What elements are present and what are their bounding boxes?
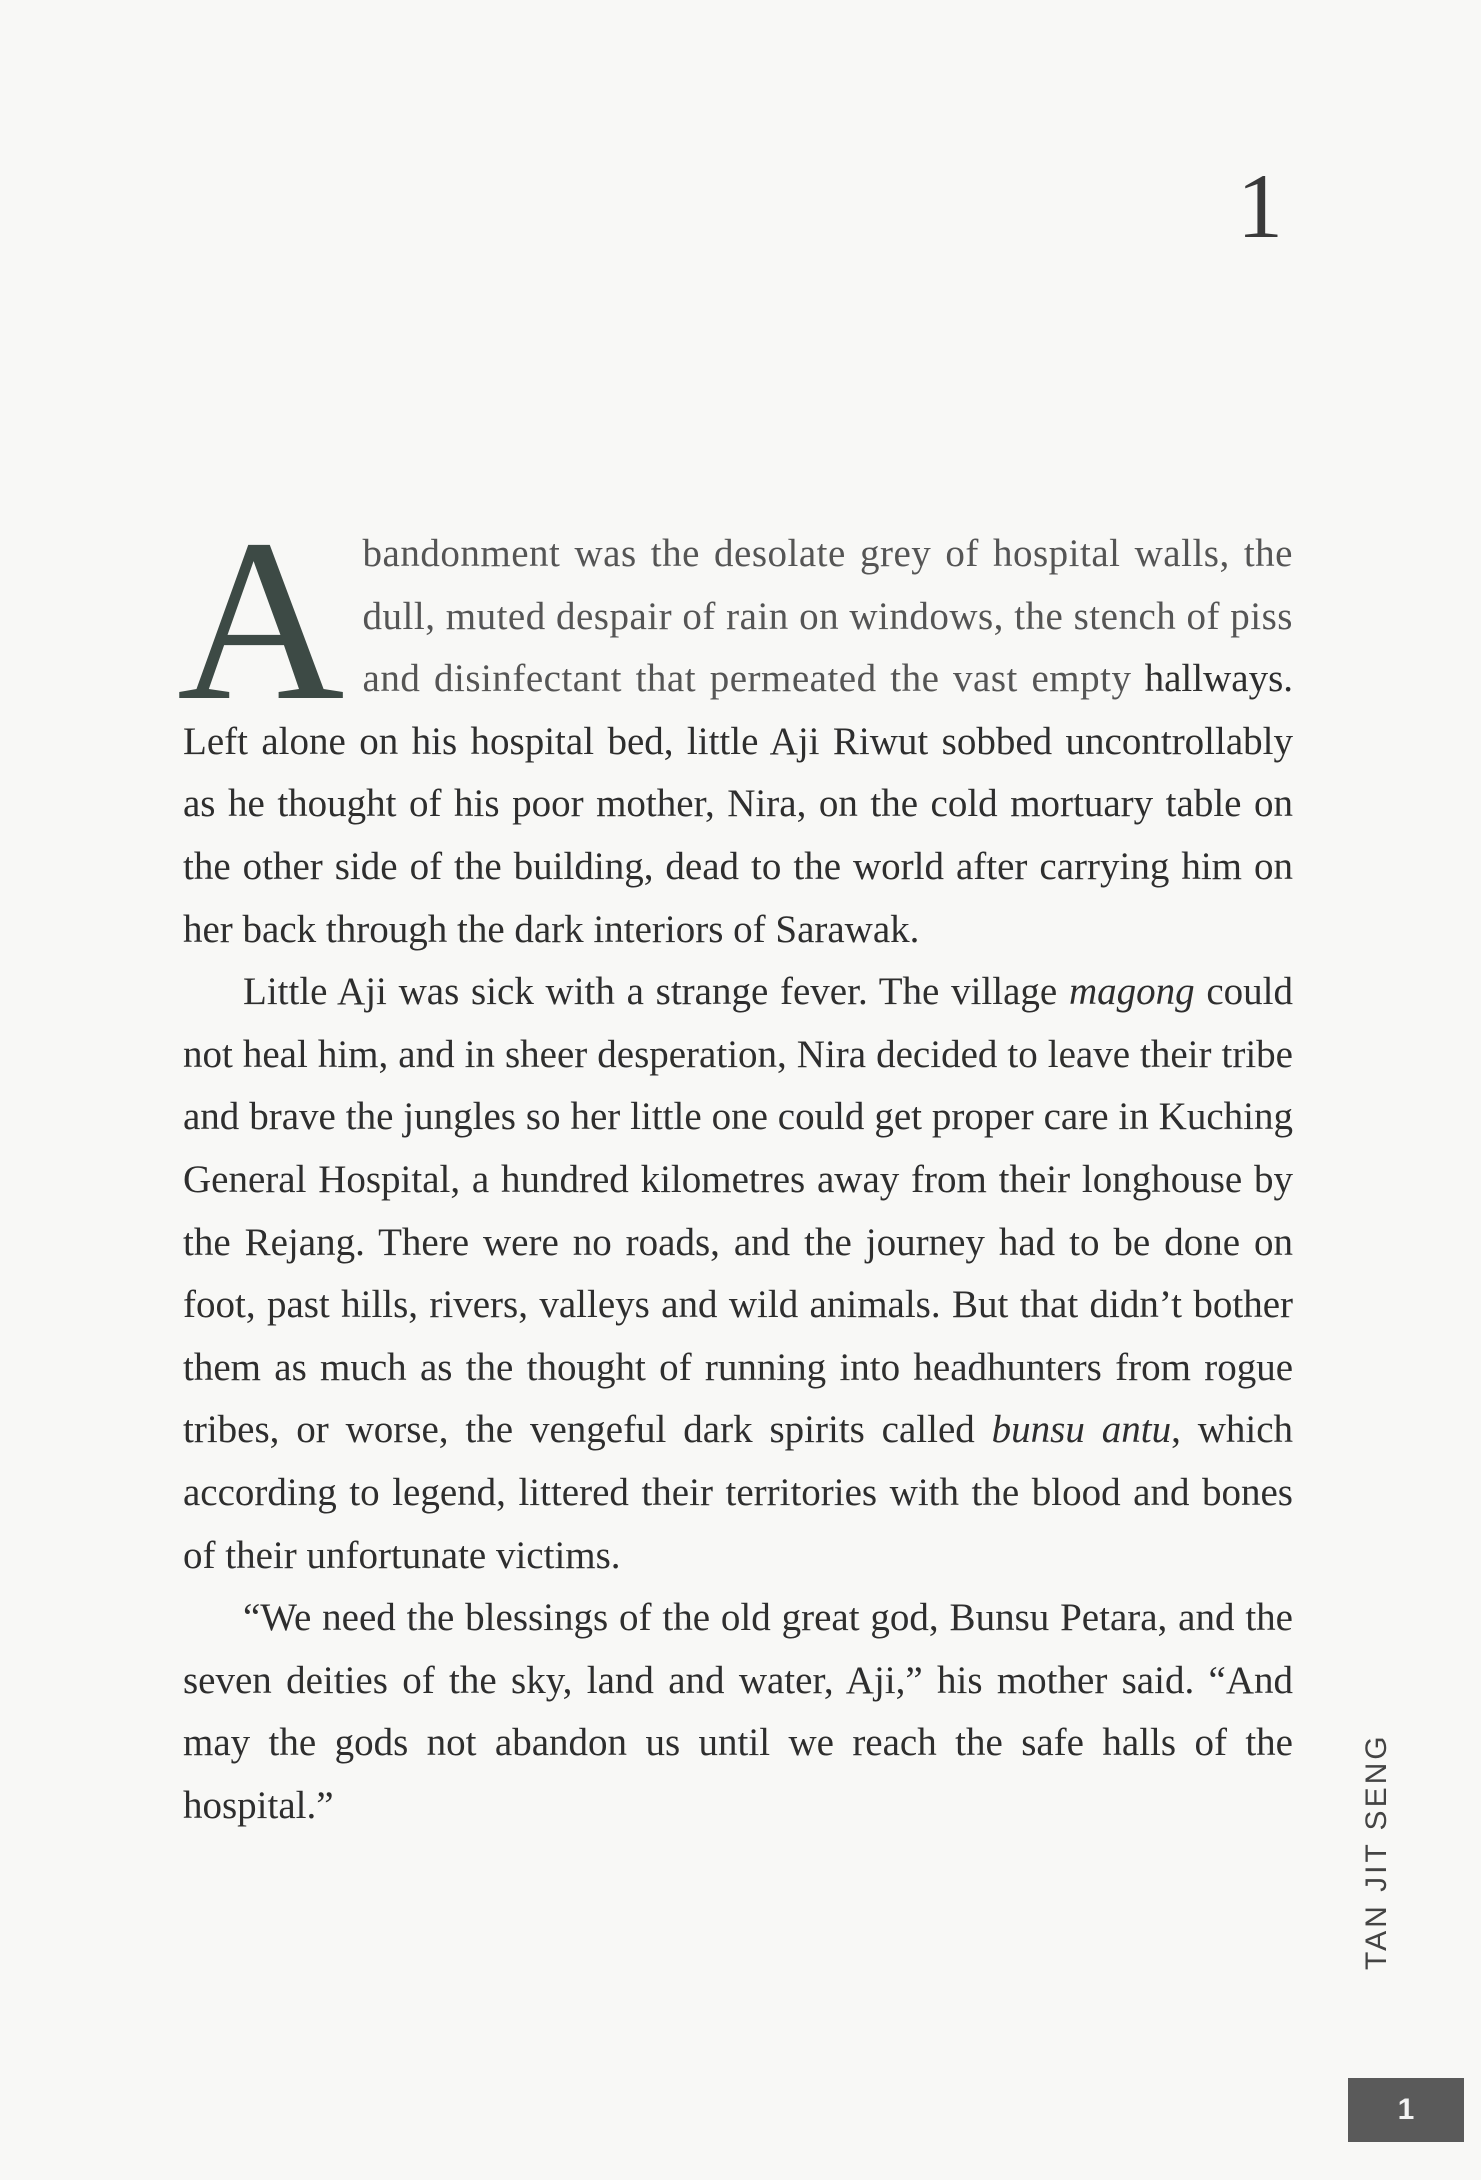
paragraph-2-italic-magong: magong — [1068, 970, 1195, 1014]
paragraph-2-part-b: could not heal him, and in sheer desperation, Nira decided to leave their tribe and brave the jungles so her little one could get proper care in Kuching General Hospital, a hundred kilometres away from their longhouse by the Rejang. There were no roads, and the journey had to be done on foot, past hills, rivers, valleys and wild animals. But that didn’t bother them as much as the thought of running into headhunters from rogue tribes, or worse, the vengeful dark spirits called — [183, 970, 1293, 1452]
paragraph-2-italic-bunsu-antu: bunsu antu — [991, 1408, 1172, 1452]
page-number-box — [1348, 2078, 1464, 2142]
paragraph-2 — [183, 961, 1293, 1587]
paragraph-1 — [177, 492, 1293, 961]
paragraph-2-part-a: Little Aji was sick with a strange fever. The village — [243, 970, 1069, 1014]
body-text — [177, 492, 1294, 1837]
running-head-author: TAN JIT SENG — [1360, 1733, 1393, 1970]
page-number: 1 — [1397, 2093, 1415, 2126]
paragraph-1-lead: bandonment was the desolate grey of hospital walls, the dull, muted despair of rain on windows, the stench of piss and disinfectant that permeated the vast empty — [362, 532, 1293, 701]
chapter-number: 1 — [1237, 155, 1283, 257]
paragraph-3 — [183, 1587, 1293, 1837]
paragraph-1-rest: hallways. Left alone on his hospital bed, little Aji Riwut sobbed uncontrollably as he thought of his poor mother, Nira, on the cold mortuary table on the other side of the building, dead to the world after carrying him on her back through the dark interiors of Sarawak. — [183, 657, 1293, 951]
paragraph-3-text: “We need the blessings of the old great god, Bunsu Petara, and the seven deities of the sky, land and water, Aji,” his mother said. “And may the gods not abandon us until we reach the safe halls of the hospital.” — [183, 1596, 1293, 1827]
paragraph-2-part-c: , which according to legend, littered their territories with the blood and bones of their unfortunate victims. — [183, 1408, 1294, 1577]
drop-cap: A — [177, 492, 345, 749]
